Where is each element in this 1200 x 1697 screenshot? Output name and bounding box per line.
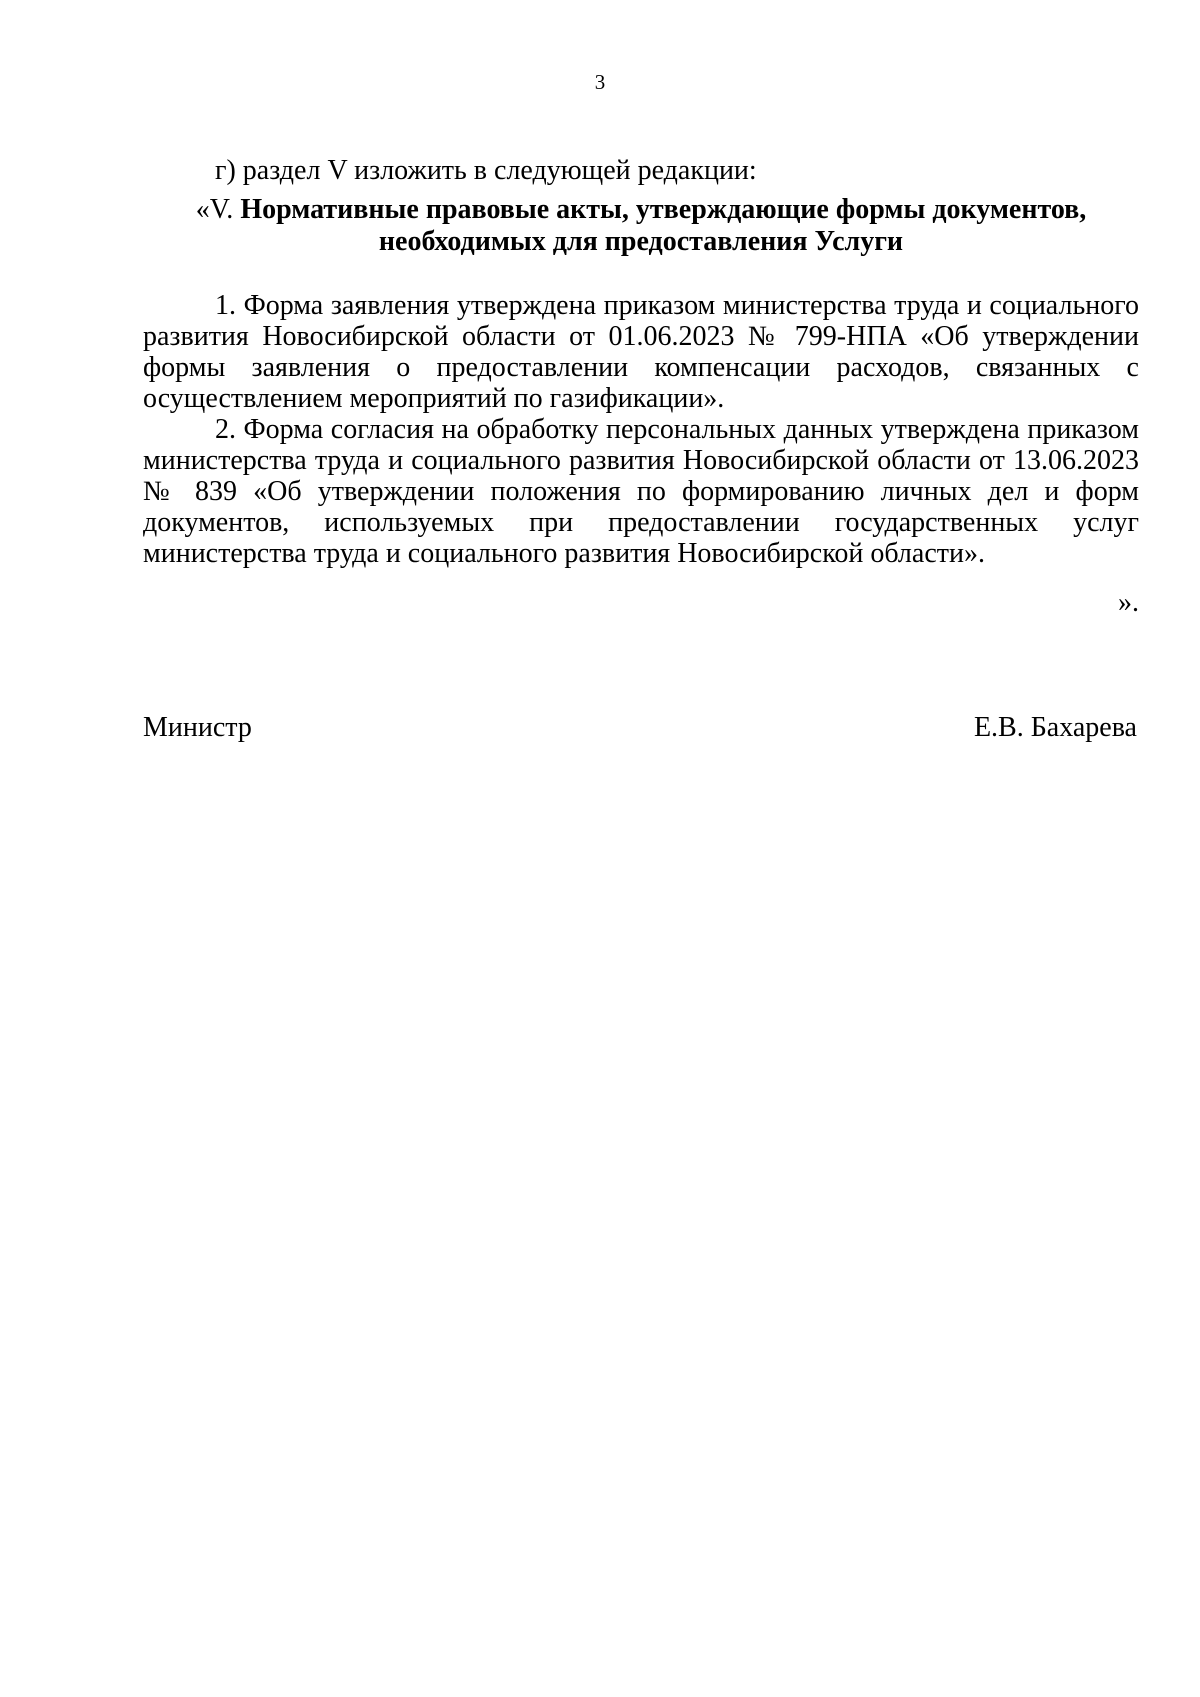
page-number: 3: [594, 70, 606, 94]
paragraph-2: 2. Форма согласия на обработку персональных данных утверждена приказом министерства труда и социального развития Новосибирской области от 13.06.2023 № 839 «Об утверждении положения по формированию личных дел и форм документов, используемых при предоставлении государственных услуг министерства труда и социального развития Новосибирской области».: [143, 414, 1139, 569]
heading-title-line1: Нормативные правовые акты, утверждающие формы документов,: [240, 194, 1087, 225]
paragraph-1: 1. Форма заявления утверждена приказом министерства труда и социального развития Новосибирской области от 01.06.2023 № 799-НПА «Об утверждении формы заявления о предоставлении компенсации расходов, связанных с осуществлением мероприятий по газификации».: [143, 290, 1139, 414]
closing-quote: ».: [1118, 587, 1139, 618]
heading-title-line2: необходимых для предоставления Услуги: [378, 226, 904, 257]
section-body: [143, 290, 1139, 569]
signatory-position: Министр: [143, 712, 252, 743]
amendment-instruction: г) раздел V изложить в следующей редакции:: [215, 155, 757, 186]
signatory-name: Е.В. Бахарева: [973, 712, 1137, 743]
heading-lead: «V.: [195, 194, 241, 225]
section-heading: [143, 194, 1139, 258]
signature-block: [143, 712, 1137, 743]
